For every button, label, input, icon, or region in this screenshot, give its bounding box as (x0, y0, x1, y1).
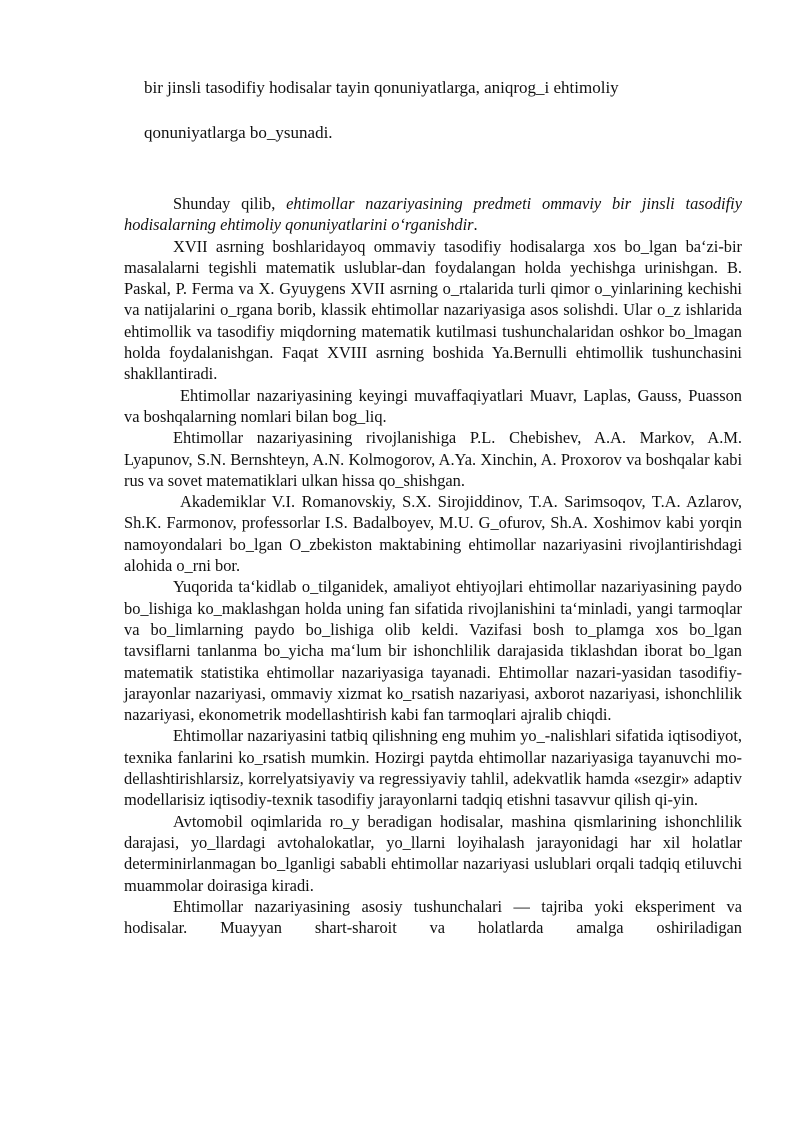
paragraph-history-17th-century: XVII asrning boshlaridayoq ommaviy tasodifiy hodisalarga xos bo_lgan ba‘zi-bir masalalarni tegishli matematik uslublar-dan foydalangan holda yechishga urinishgan. B. Paskal, P. Ferma va X. Gyuygens XVII asrning o_rtalarida turli qimor o_yinlarining kechishi va natijalarini o_rgana borib, klassik ehtimollar nazariyasiga asos solishdi. Ular o_z ishlarida ehtimollik va tasodifiy miqdorning matematik kutilmasi tushunchalaridan oshkor bo_lmagan holda foydalanishgan. Faqat XVIII asrning boshida Ya.Bernulli ehtimollik tushunchasini shakllantiradi. (124, 236, 742, 384)
paragraph-definition-lead: Shunday qilib, (173, 194, 287, 213)
paragraph-definition-tail: . (473, 215, 478, 235)
paragraph-development: Yuqorida ta‘kidlab o_tilganidek, amaliyot ehtiyojlari ehtimollar nazariyasining paydo bo_lishiga ko_maklashgan holda uning fan sifatida rivojlanishini ta‘minladi, yangi tarmoqlar va bo_limlarning paydo bo_lishiga olib keldi. Vazifasi bosh to_plamga xos bo_lgan tavsiflarni tanlanma bo_yicha ma‘lum bir ishonchlilik darajasida tiklashdan iborat bo_lgan matematik statistika ehtimollar nazariyasiga tayanadi. Ehtimollar nazari-yasidan tasodifiy- jarayonlar nazariyasi, ommaviy xizmat ko_rsatish nazariyasi, axborot nazariyasi, ishonchlilik nazariyasi, ekonometrik modellashtirish kabi fan tarmoqlari ajralib chiqdi. (124, 577, 742, 725)
paragraph-definition (124, 193, 742, 236)
paragraph-automobile: Avtomobil oqimlarida ro_y beradigan hodisalar, mashina qismlarining ishonchlilik darajasi, yo_llardagi avtohalokatlar, yo_llarni loyihalash jarayonidagi har xil holatlar determinirlanmagan bo_lganligi sababli ehtimollar nazariyasi uslublari orqali tadqiq etiluvchi muammolar doirasiga kiradi. (124, 811, 742, 895)
paragraph-definition-emphasis: ehtimollar nazariyasining predmeti ommaviy bir jinsli tasodifiy hodisalarning ehtimoliy qonuniyatlarini o‘rganishdir (124, 194, 742, 235)
paragraph-uzbek-school: Akademiklar V.I. Romanovskiy, S.X. Sirojiddinov, T.A. Sarimsoqov, T.A. Azlarov, Sh.K. Farmonov, professorlar I.S. Badalboyev, M.U. G_ofurov, Sh.A. Xoshimov kabi yorqin namoyondalari bo_lgan O_zbekiston maktabining ehtimollar nazariyasini rivojlantirishdagi alohida o_rni bor. (124, 492, 742, 576)
paragraph-applications: Ehtimollar nazariyasini tatbiq qilishning eng muhim yo_-nalishlari sifatida iqtisodiyot, texnika fanlarini ko_rsatish mumkin. Hozirgi paytda ehtimollar nazariyasiga tayanuvchi mo-dellashtirishlarsiz, korrelyatsiyaviy va regressiyaviy tahlil, adekvatlik hamda «sezgir» adaptiv modellarisiz iqtisodiy-texnik tasodifiy jarayonlarni tadqiq etishni tasavvur qilish qi-yin. (124, 726, 742, 810)
paragraph-russian-mathematicians: Ehtimollar nazariyasining rivojlanishiga P.L. Chebishev, A.A. Markov, A.M. Lyapunov, S.N. Bernshteyn, A.N. Kolmogorov, A.Ya. Xinchin, A. Proxorov va boshqalar kabi rus va sovet matematiklari ulkan hissa qo_shishgan. (124, 428, 742, 490)
intro-line-1: bir jinsli tasodifiy hodisalar tayin qonuniyatlarga, aniqrog_i ehtimoliy (144, 78, 619, 97)
paragraph-later-successes: Ehtimollar nazariyasining keyingi muvaffaqiyatlari Muavr, Laplas, Gauss, Puasson va boshqalarning nomlari bilan bog_liq. (124, 385, 742, 426)
intro-line-2: qonuniyatlarga bo_ysunadi. (144, 123, 333, 142)
paragraph-basic-concepts: Ehtimollar nazariyasining asosiy tushunchalari — tajriba yoki eksperiment va hodisalar. Muayyan shart-sharoit va holatlarda amalga oshiriladigan (124, 896, 742, 938)
document-body (124, 193, 742, 938)
